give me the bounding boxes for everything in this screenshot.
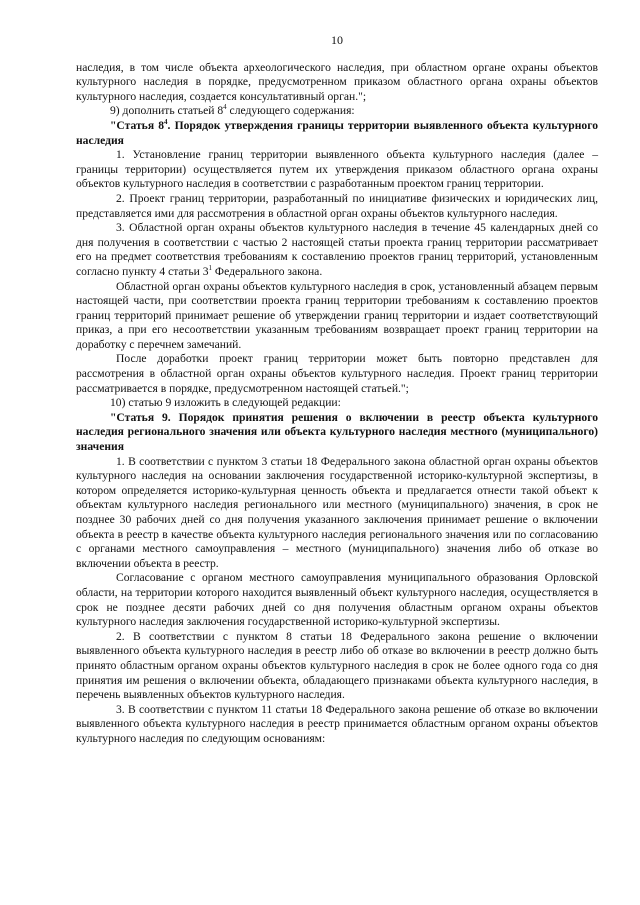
article-9-part-1-paragraph-2: Согласование с органом местного самоуправления муниципального образования Орловской области, на территории которого находится выявленный объект культурного наследия, осуществляется в срок не позднее десяти рабочих дней со дня получения областным органом охраны объектов культурного наследия заключения государственной историко-культурной экспертизы. — [76, 571, 598, 629]
amendment-9-text: 9) дополнить статьей 8 — [110, 104, 224, 118]
article-8-4-part-3-text-end: Федерального закона. — [212, 264, 323, 278]
amendment-9 — [76, 104, 598, 119]
paragraph-continuation: наследия, в том числе объекта археологического наследия, при областном органе охраны объектов культурного наследия в порядке, предусмотренном приказом областного органа охраны объектов культурного наследия, создается консультативный орган."; — [76, 60, 598, 103]
amendment-9-text-end: следующего содержания: — [226, 104, 355, 118]
article-8-4-heading — [76, 119, 598, 148]
article-9-part-2: 2. В соответствии с пунктом 8 статьи 18 Федерального закона решение о включении выявленного объекта культурного наследия в реестр либо об отказе во включении в реестр должно быть принято областным органом охраны объектов культурного наследия в срок не более одного года со дня принятия им решения о включении объекта, обладающего признаками объекта культурного наследия, в перечень выявленных объектов культурного наследия. — [76, 629, 598, 702]
article-8-4-part-2: 2. Проект границ территории, разработанный по инициативе физических и юридических лиц, представляется ими для рассмотрения в областной орган охраны объектов культурного наследия. — [76, 191, 598, 220]
article-8-4-part-3-text: 3. Областной орган охраны объектов культурного наследия в течение 45 календарных дней со дня получения в соответствии с частью 2 настоящей статьи проекта границ территории рассматривает его на предмет соответствия требованиям к составлению проектов границ территорий, установленным согласно пункту 4 статьи 3 — [76, 221, 598, 278]
amendment-10: 10) статью 9 изложить в следующей редакции: — [110, 396, 341, 410]
article-9-part-3: 3. В соответствии с пунктом 11 статьи 18 Федерального закона решение об отказе во включении выявленного объекта культурного наследия в реестр принимается областным органом охраны объектов культурного наследия по следующим основаниям: — [76, 702, 598, 745]
page-number: 10 — [331, 33, 343, 47]
article-9-part-1: 1. В соответствии с пунктом 3 статьи 18 Федерального закона областной орган охраны объектов культурного наследия на основании заключения государственной историко-культурной экспертизы, в котором определяется историко-культурная ценность объекта и предлагается отнести такой объект к объектам культурного наследия регионального или местного (муниципального) значения, в срок не позднее 30 рабочих дней со дня получения указанного заключения принимает решение о включении объекта в реестр в качестве объекта культурного наследия регионального значения или по согласованию с органами местного самоуправления – местного (муниципального) значения либо об отказе во включении объекта в реестр. — [76, 454, 598, 570]
amendment-9-superscript: 4 — [223, 103, 227, 112]
article-8-4-heading-end: . Порядок утверждения границы территории выявленного объекта культурного наследия — [76, 118, 598, 147]
article-8-4-part-3-paragraph-3: После доработки проект границ территории может быть повторно представлен для рассмотрения в областной орган охраны объектов культурного наследия. Проект границ территории рассматривается в порядке, предусмотренном настоящей статьей."; — [76, 352, 598, 395]
article-8-4-superscript: 4 — [164, 117, 168, 126]
article-8-4-part-1: 1. Установление границ территории выявленного объекта культурного наследия (далее – границы территории) осуществляется путем их утверждения приказом областного органа охраны объектов культурного наследия в соответствии с разработанным проектом границ территории. — [76, 148, 598, 191]
article-9-heading: "Статья 9. Порядок принятия решения о включении в реестр объекта культурного наследия регионального значения или объекта культурного наследия местного (муниципального) значения — [76, 410, 598, 454]
article-8-4-part-3-paragraph-2: Областной орган охраны объектов культурного наследия в срок, установленный абзацем первым настоящей части, при соответствии проекта границ территории требованиям к составлению проектов границ территорий принимает решение об утверждении границ территории и издает соответствующий приказ, а при его несоответствии указанным требованиям возвращает проект границ территории на доработку с перечнем замечаний. — [76, 279, 598, 351]
article-8-4-part-3-superscript: 1 — [208, 263, 213, 272]
article-8-4-part-3 — [76, 221, 598, 279]
article-8-4-heading-start: "Статья 8 — [110, 118, 165, 132]
